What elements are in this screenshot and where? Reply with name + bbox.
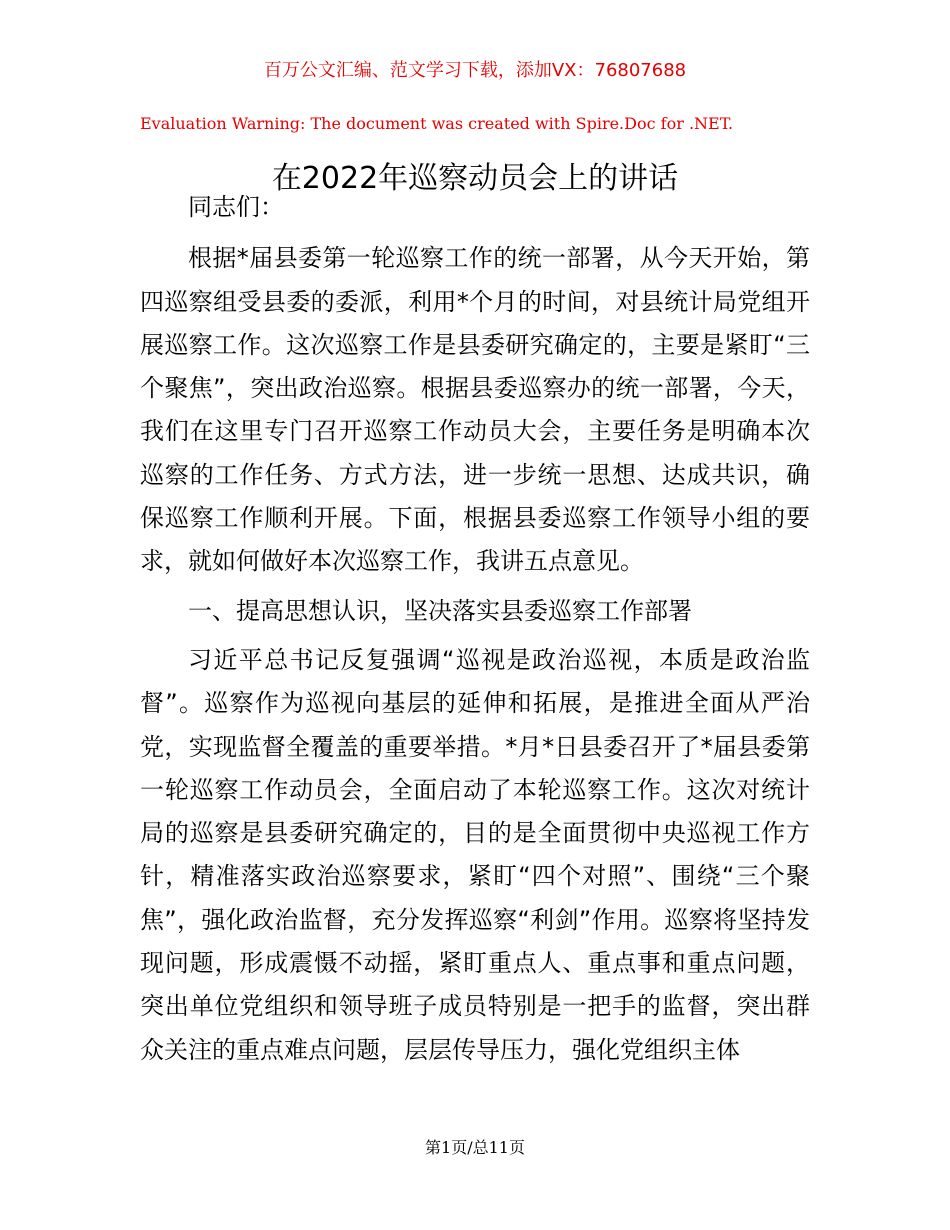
document-body (140, 186, 810, 1078)
document-title: 在2022年巡察动员会上的讲话 (271, 161, 679, 196)
evaluation-warning: Evaluation Warning: The document was created with Spire.Doc for .NET. (140, 114, 734, 133)
header-ad-banner: 百万公文汇编、范文学习下载，添加VX：76807688 (263, 60, 687, 81)
paragraph: 习近平总书记反复强调“巡视是政治巡视，本质是政治监督”。巡察作为巡视向基层的延伸和拓展，是推进全面从严治党，实现监督全覆盖的重要举措。*月*日县委召开了*届县委第一轮巡察工作动员会，全面启动了本轮巡察工作。这次对统计局的巡察是县委研究确定的，目的是全面贯彻中央巡视工作方针，精准落实政治巡察要求，紧盯“四个对照”、围绕“三个聚焦”，强化政治监督，充分发挥巡察“利剑”作用。巡察将坚持发现问题，形成震慑不动摇，紧盯重点人、重点事和重点问题，突出单位党组织和领导班子成员特别是一把手的监督，突出群众关注的重点难点问题，层层传导压力，强化党组织主体 (140, 645, 810, 1064)
page-footer: 第1页/总11页 (425, 1138, 525, 1157)
section-heading: 一、提高思想认识，坚决落实县委巡察工作部署 (188, 596, 692, 625)
paragraph: 根据*届县委第一轮巡察工作的统一部署，从今天开始，第四巡察组受县委的委派，利用*个月的时间，对县统计局党组开展巡察工作。这次巡察工作是县委研究确定的，主要是紧盯“三个聚焦”，突出政治巡察。根据县委巡察办的统一部署，今天，我们在这里专门召开巡察工作动员大会，主要任务是明确本次巡察的工作任务、方式方法，进一步统一思想、达成共识，确保巡察工作顺利开展。下面，根据县委巡察工作领导小组的要求，就如何做好本次巡察工作，我讲五点意见。 (140, 244, 810, 576)
greeting: 同志们： (188, 193, 284, 221)
